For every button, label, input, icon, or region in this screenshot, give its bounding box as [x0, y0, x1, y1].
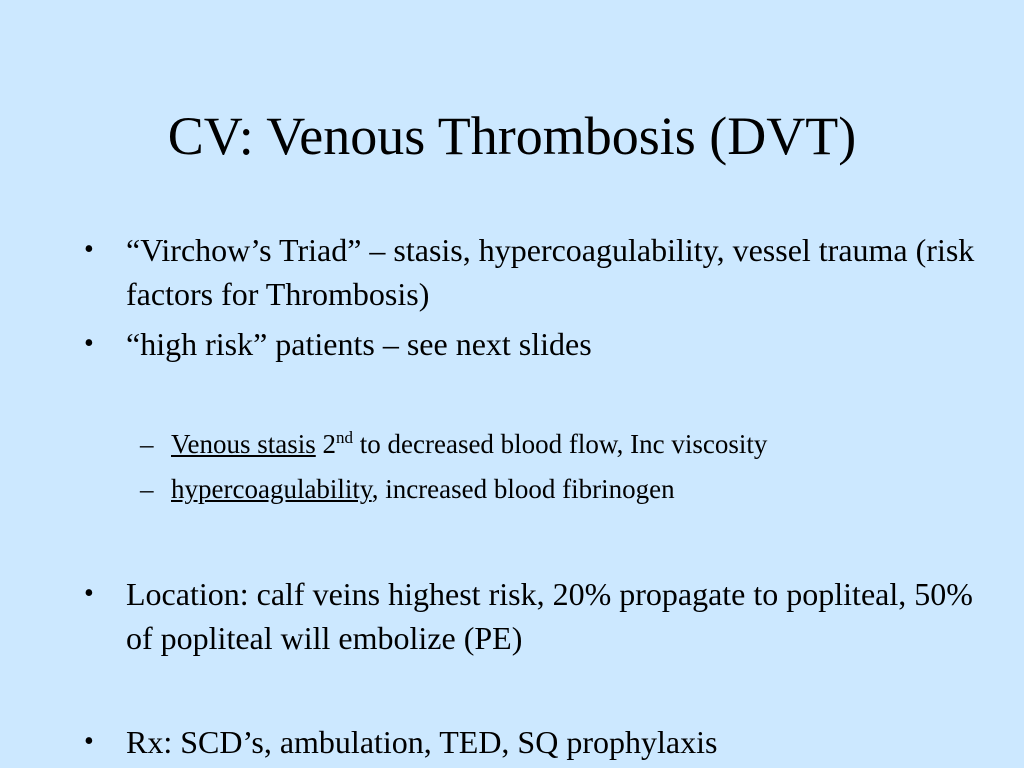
- bullet-marker: •: [84, 328, 94, 359]
- bullet-text: “Virchow’s Triad” – stasis, hypercoagulability, vessel trauma (risk factors for Thrombosis): [126, 232, 975, 312]
- slide-title: CV: Venous Thrombosis (DVT): [167, 106, 857, 166]
- sub-bullet-rest: to decreased blood flow, Inc viscosity: [353, 429, 768, 459]
- sub-bullet-rest: , increased blood fibrinogen: [371, 474, 675, 504]
- bullet-marker: •: [84, 578, 94, 609]
- bullet-text: Rx: SCD’s, ambulation, TED, SQ prophylaxis: [126, 724, 718, 760]
- sub-bullet-text: [171, 425, 767, 463]
- sub-bullet-marker: –: [140, 474, 154, 504]
- sub-bullet-pre-sup: 2: [315, 429, 337, 459]
- bullet-text: Location: calf veins highest risk, 20% propagate to popliteal, 50% of popliteal will embolize (PE): [126, 576, 973, 656]
- sub-bullet-text: [171, 470, 675, 508]
- bullet-marker: •: [84, 234, 94, 265]
- sub-bullet-superscript: nd: [336, 428, 354, 447]
- sub-bullet-term: hypercoagulability: [171, 474, 372, 504]
- bullet-text: “high risk” patients – see next slides: [126, 326, 592, 362]
- sub-bullet-term: Venous stasis: [171, 429, 316, 459]
- sub-bullet-marker: –: [140, 429, 154, 459]
- bullet-marker: •: [84, 726, 94, 757]
